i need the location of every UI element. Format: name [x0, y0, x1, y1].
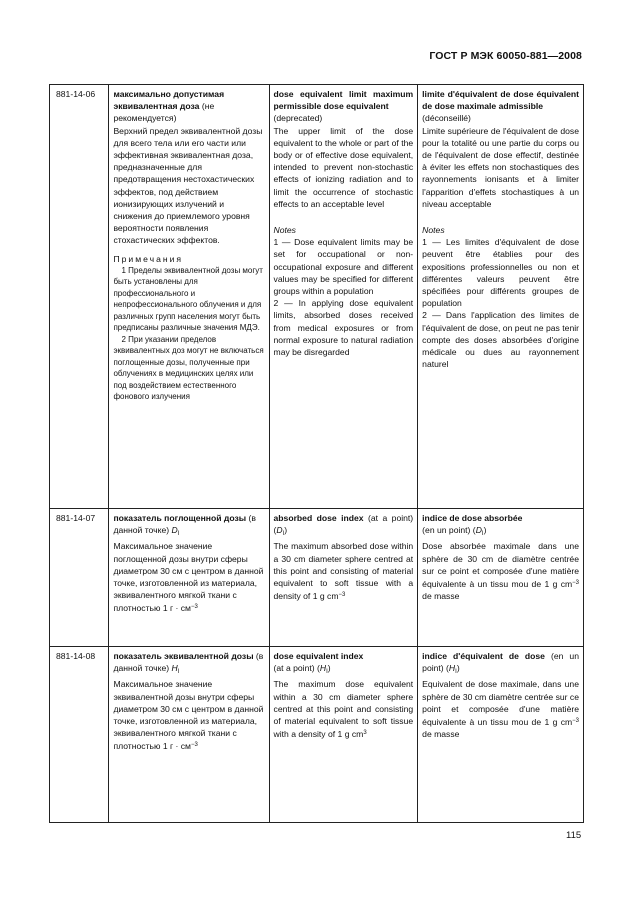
fr-term: limite d'équivalent de dose équivalent de dose maximale admissible — [422, 89, 579, 112]
fr-note-1: 1 — Les limites d'équivalent de dose peuvent être établies pour des expositions professionnelles ou non et différentes valeurs peuvent être spécifiées pour différents groupes de population — [422, 237, 579, 309]
ru-symbol-sub: I — [177, 531, 180, 538]
en-term-note: (at a point) ( — [273, 513, 414, 536]
en-definition: The upper limit of the dose equivalent to the whole or part of the body or of effective dose equivalent, intended to prevent non-stochastic effects of ionizing radiation and to limit the occurrence of stochastic effects to an acceptable level — [273, 125, 414, 209]
fr-definition: Dose absorbée maximale dans une sphère de 30 cm de diamètre centrée sur ce point et composée d'une matière équivalente à un tissu mou de 1 g cm — [422, 541, 579, 590]
ru-symbol: H — [171, 663, 178, 674]
fr-def-sup: −3 — [572, 718, 579, 725]
fr-term: indice d'équivalent de dose — [422, 651, 545, 661]
en-symbol-sub: I — [326, 669, 328, 676]
page-number: 115 — [566, 830, 582, 841]
terms-table — [49, 84, 584, 823]
en-definition: The maximum dose equivalent within a 30 cm diameter sphere centred at this point and consisting of material equivalent to soft tissue with a density of 1 g cm — [273, 679, 414, 740]
fr-term-note: (en un point) ( — [422, 651, 579, 674]
fr-symbol-sub: I — [481, 531, 484, 538]
fr-term: indice de dose absorbée — [422, 513, 523, 523]
ru-term: показатель эквивалентной дозы — [113, 651, 254, 661]
ru-cell — [109, 509, 269, 647]
ru-notes-title: Примечания — [113, 253, 184, 264]
fr-term-note: (en un point) ( — [422, 525, 476, 536]
en-note-2: 2 — In applying dose equivalent limits, absorbed doses received from medical exposures or from normal exposure to natural radiation may be disregarded — [273, 298, 414, 358]
table-row — [50, 85, 584, 509]
en-notes-title: Notes — [273, 225, 296, 236]
ru-term: показатель поглощенной дозы — [113, 513, 247, 523]
ru-def-sup: −3 — [190, 742, 198, 749]
fr-cell — [418, 85, 584, 509]
en-symbol: D — [276, 525, 283, 536]
fr-symbol-sub: I — [455, 669, 457, 676]
fr-def-tail: de masse — [422, 729, 460, 740]
en-def-sup: −3 — [338, 592, 346, 599]
ru-definition: Верхний предел эквивалентной дозы для всего тела или его части или эффективная эквивалентная доза, предназначенные для предотвращения нестохастических эффектов, под действием ионизирующих излучений и снижения до приемлемого уровня вероятности появления стохастических эффектов. — [113, 125, 263, 246]
ru-term-note: (не рекомендуется) — [113, 101, 215, 124]
fr-term-close: ) — [456, 663, 460, 674]
ru-note-2: 2 При указании пределов эквивалентных доз могут не включаться поглощенные дозы, полученные при облучениях в медицинских целях или под воздействием естественного фонового излучения — [113, 334, 264, 402]
fr-symbol: D — [475, 525, 482, 536]
en-def-sup: 3 — [363, 730, 367, 737]
table-row — [50, 509, 584, 647]
ru-term: максимально допустимая эквивалентная доза — [113, 89, 225, 112]
ru-def-sup: −3 — [190, 604, 198, 611]
document-header: ГОСТ Р МЭК 60050-881—2008 — [429, 50, 582, 62]
en-symbol-sub: I — [282, 531, 285, 538]
fr-symbol: H — [448, 663, 456, 674]
en-cell — [269, 647, 418, 823]
ru-cell — [109, 85, 269, 509]
en-term-note: (deprecated) — [273, 113, 323, 124]
fr-notes-title: Notes — [422, 225, 445, 236]
term-code: 881-14-08 — [50, 647, 109, 823]
fr-term-note: (déconseillé) — [422, 113, 471, 124]
fr-cell — [418, 647, 584, 823]
ru-note-1: 1 Пределы эквивалентной дозы могут быть установлены для профессионального и непрофессионального облучения и для различных групп населения могут быть предписаны различные значения МДЭ. — [113, 265, 263, 333]
fr-definition: Limite supérieure de l'équivalent de dose pour la totalité ou une partie du corps ou de l'équivalent de dose effectif, destinée à éviter les effets non stochastiques des rayonnements ionisants et à limiter l'apparition d'effets stochastiques à un niveau acceptable — [422, 125, 579, 209]
fr-note-2: 2 — Dans l'application des limites de l'équivalent de dose, on peut ne pas tenir compte des doses absorbées d'origine médicale ou dues au rayonnement naturel — [422, 310, 579, 370]
en-term-close: ) — [284, 525, 288, 536]
ru-definition: Максимальное значение поглощенной дозы внутри сферы диаметром 30 см с центром в данной точке, изготовленной из материала, эквивалентного мягкой ткани с плотностью 1 г · см — [113, 541, 264, 614]
table-row — [50, 647, 584, 823]
term-code: 881-14-07 — [50, 509, 109, 647]
en-definition: The maximum absorbed dose within a 30 cm diameter sphere centred at this point and consisting of material equivalent to soft tissue with a density of 1 g cm — [273, 541, 414, 602]
en-symbol: H — [319, 663, 327, 674]
ru-definition: Максимальное значение эквивалентной дозы внутри сферы диаметром 30 см с центром в данной точке, изготовленной из материала, эквивалентного мягкой ткани с плотностью 1 г · см — [113, 679, 264, 752]
fr-term-close: ) — [483, 525, 487, 536]
term-code: 881-14-06 — [50, 85, 109, 509]
en-note-1: 1 — Dose equivalent limits may be set for occupational or non-occupational exposure and different values may be specified for different groups within a population — [273, 237, 414, 297]
ru-cell — [109, 647, 269, 823]
fr-def-sup: −3 — [572, 580, 579, 587]
en-term: absorbed dose index — [273, 513, 364, 523]
ru-term-note: (в данной точке) — [113, 513, 256, 536]
en-term: dose equivalent index — [273, 651, 364, 661]
en-term-note: (at a point) ( — [273, 663, 320, 674]
ru-symbol: D — [171, 525, 178, 536]
en-term-close: ) — [327, 663, 331, 674]
en-cell — [269, 509, 418, 647]
fr-definition: Equivalent de dose maximale, dans une sphère de 30 cm diamètre centrée sur ce point et composée d'une matière équivalente à un tissu mou de 1 g cm — [422, 679, 579, 728]
ru-symbol-sub: I — [177, 669, 180, 676]
en-cell — [269, 85, 418, 509]
ru-term-note: (в данной точке) — [113, 651, 264, 674]
fr-cell — [418, 509, 584, 647]
en-term: dose equivalent limit maximum permissible dose equivalent — [273, 89, 414, 112]
fr-def-tail: de masse — [422, 591, 460, 602]
